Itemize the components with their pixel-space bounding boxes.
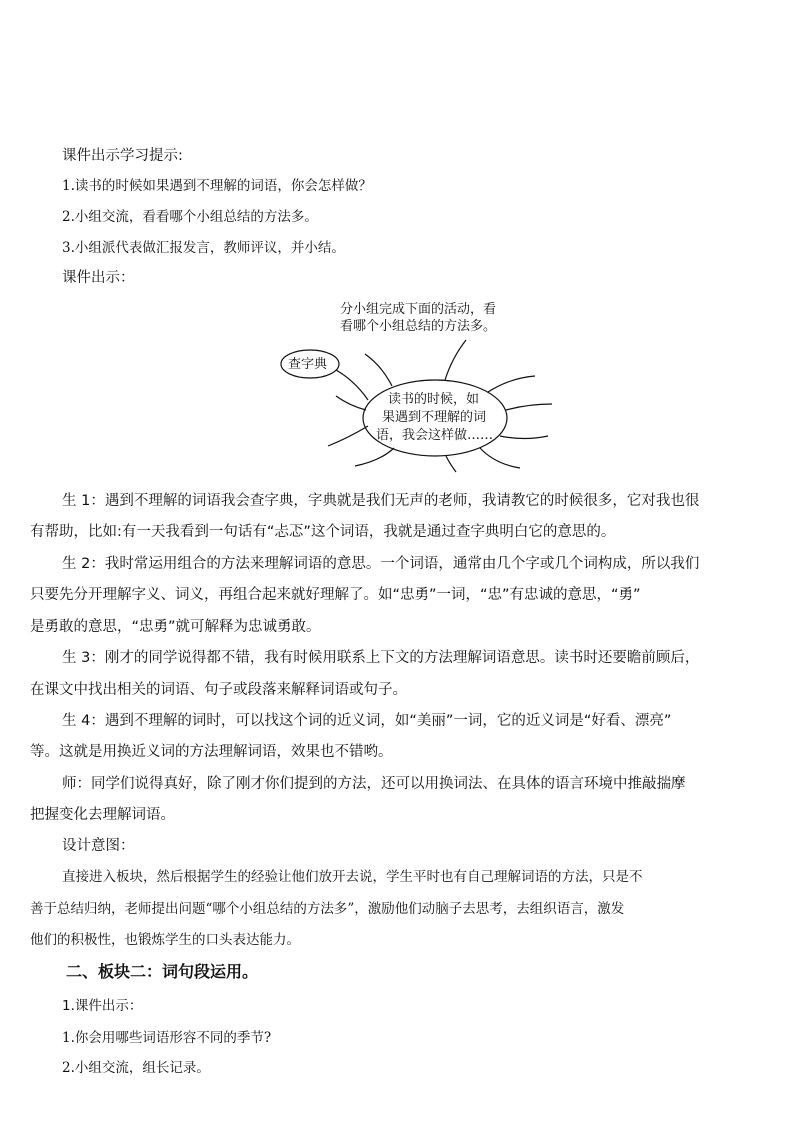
section-2-item: 1.你会用哪些词语形容不同的季节?	[62, 1030, 272, 1046]
teacher-line: 师：同学们说得真好，除了刚才你们提到的方法，还可以用换词法、在具体的语言环境中推敲揣摩	[62, 776, 686, 792]
section-2-item: 2.小组交流，组长记录。	[62, 1060, 210, 1076]
answer-line: 有帮助，比如:有一天我看到一句话有“忐忑”这个词语，我就是通过查字典明白它的意思的。	[30, 524, 616, 540]
design-intent-heading: 设计意图：	[62, 838, 135, 854]
answer-line: 在课文中找出相关的词语、句子或段落来解释词语或句子。	[30, 682, 407, 698]
section-2-courseware: 1.课件出示：	[62, 998, 143, 1014]
section-2-title: 二、板块二：词句段运用。	[66, 962, 259, 981]
center-text-1: 读书的时候，如	[388, 392, 480, 407]
answer-line: 生 1：遇到不理解的词语我会查字典，字典就是我们无声的老师，我请教它的时候很多，它对我也很	[62, 493, 700, 509]
tip-item: 1.读书的时候如果遇到不理解的词语，你会怎样做？	[62, 178, 372, 194]
design-intent-line: 善于总结归纳，老师提出问题“哪个小组总结的方法多”，激励他们动脑子去思考，去组织语言，激发	[30, 901, 625, 917]
teacher-line: 把握变化去理解词语。	[30, 807, 175, 823]
design-intent-line: 他们的积极性，也锻炼学生的口头表达能力。	[30, 932, 300, 948]
design-intent-line: 直接进入板块，然后根据学生的经验让他们放开去说，学生平时也有自己理解词语的方法，只是不	[62, 869, 643, 885]
answer-line: 只要先分开理解字义、词义，再组合起来就好理解了。如“忠勇”一词，“忠”有忠诚的意思，“勇”	[30, 587, 641, 603]
node-label: 查字典	[288, 357, 328, 372]
center-text-2: 果遇到不理解的词	[382, 410, 487, 425]
answer-line: 生 2：我时常运用组合的方法来理解词语的意思。一个词语，通常由几个字或几个词构成，所以我们	[62, 556, 700, 572]
mind-top-text-2: 看哪个小组总结的方法多。	[340, 319, 497, 334]
answer-line: 等。这就是用换近义词的方法理解词语，效果也不错哟。	[30, 744, 393, 760]
courseware-label: 课件出示：	[62, 270, 135, 286]
mind-top-text-1: 分小组完成下面的活动，看	[340, 302, 497, 317]
center-text-3: 语，我会这样做……	[376, 428, 494, 443]
section-heading: 课件出示学习提示:	[62, 148, 183, 164]
tip-item: 3.小组派代表做汇报发言，教师评议，并小结。	[62, 240, 345, 256]
answer-line: 生 4：遇到不理解的词时，可以找这个词的近义词，如“美丽”一词，它的近义词是“好看、漂亮”	[62, 713, 672, 729]
answer-line: 是勇敢的意思，“忠勇”就可解释为忠诚勇敢。	[30, 619, 321, 635]
answer-line: 生 3：刚才的同学说得都不错，我有时候用联系上下文的方法理解词语意思。读书时还要瞻前顾后，	[62, 650, 700, 666]
mind-map-diagram	[270, 296, 570, 476]
tip-item: 2.小组交流，看看哪个小组总结的方法多。	[62, 209, 318, 225]
